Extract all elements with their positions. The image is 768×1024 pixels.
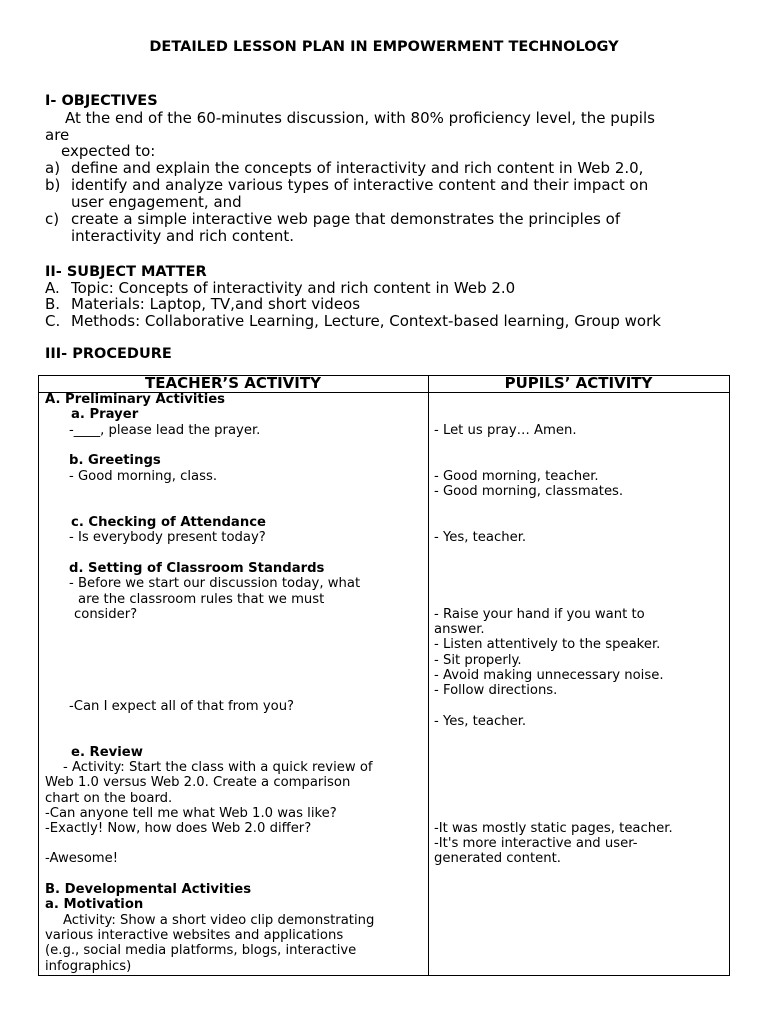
objective-c-cont: interactivity and rich content. — [71, 227, 295, 245]
objective-b-marker: b) — [45, 176, 61, 194]
pupil-expectation-answer: - Yes, teacher. — [434, 714, 527, 729]
pupil-rule-listen: - Listen attentively to the speaker. — [434, 637, 661, 652]
teacher-prayer: -____, please lead the prayer. — [69, 423, 261, 438]
objective-a-marker: a) — [45, 159, 61, 177]
pupil-rule-sit: - Sit properly. — [434, 653, 522, 668]
review-question-web1: -Can anyone tell me what Web 1.0 was like? — [45, 806, 337, 821]
review-heading: e. Review — [71, 745, 143, 760]
greetings-heading: b. Greetings — [69, 453, 161, 468]
objective-b-cont: user engagement, and — [71, 193, 242, 211]
pupil-web2-answer: -It's more interactive and user- — [434, 836, 638, 851]
table-left-border — [38, 375, 39, 976]
preliminary-activities-heading: A. Preliminary Activities — [45, 392, 226, 407]
objectives-intro: At the end of the 60-minutes discussion, with 80% proficiency level, the pupils — [65, 109, 655, 127]
pupil-web2-answer-cont: generated content. — [434, 851, 561, 866]
subject-materials: Materials: Laptop, TV,and short videos — [71, 295, 361, 313]
subject-matter-heading: II- SUBJECT MATTER — [45, 264, 207, 280]
teacher-greeting: - Good morning, class. — [69, 469, 218, 484]
motivation-activity-cont3: infographics) — [45, 959, 132, 974]
procedure-heading: III- PROCEDURE — [45, 346, 172, 362]
subject-b-marker: B. — [45, 295, 61, 313]
pupil-prayer: - Let us pray… Amen. — [434, 423, 577, 438]
prayer-heading: a. Prayer — [71, 407, 139, 422]
pupil-web1-answer: -It was mostly static pages, teacher. — [434, 821, 673, 836]
developmental-activities-heading: B. Developmental Activities — [45, 882, 252, 897]
review-question-web2: -Exactly! Now, how does Web 2.0 differ? — [45, 821, 312, 836]
attendance-heading: c. Checking of Attendance — [71, 515, 266, 530]
motivation-heading: a. Motivation — [45, 897, 144, 912]
objective-b: identify and analyze various types of interactive content and their impact on — [71, 176, 649, 194]
table-right-border — [729, 375, 730, 976]
pupils-activity-header: PUPILS’ ACTIVITY — [504, 374, 653, 392]
table-bottom-border — [38, 975, 730, 976]
objective-c: create a simple interactive web page that demonstrates the principles of — [71, 210, 621, 228]
objectives-intro-cont: are — [45, 126, 70, 144]
teacher-activity-header: TEACHER’S ACTIVITY — [145, 374, 321, 392]
subject-topic: Topic: Concepts of interactivity and rich content in Web 2.0 — [71, 279, 516, 297]
objectives-intro-cont2: expected to: — [61, 142, 156, 160]
review-activity-cont2: chart on the board. — [45, 791, 173, 806]
teacher-standards-question-cont2: consider? — [74, 607, 138, 622]
motivation-activity-cont2: (e.g., social media platforms, blogs, interactive — [45, 943, 357, 958]
pupil-greeting-teacher: - Good morning, teacher. — [434, 469, 599, 484]
pupil-rule-raise-hand-cont: answer. — [434, 622, 485, 637]
teacher-awesome: -Awesome! — [45, 851, 119, 866]
subject-a-marker: A. — [45, 279, 60, 297]
teacher-expectation: -Can I expect all of that from you? — [69, 699, 295, 714]
objective-a: define and explain the concepts of interactivity and rich content in Web 2.0, — [71, 159, 644, 177]
subject-methods: Methods: Collaborative Learning, Lecture, Context-based learning, Group work — [71, 312, 661, 330]
table-column-divider — [428, 375, 429, 976]
teacher-standards-question: - Before we start our discussion today, what — [69, 576, 361, 591]
subject-c-marker: C. — [45, 312, 61, 330]
pupil-rule-directions: - Follow directions. — [434, 683, 558, 698]
motivation-activity-cont: various interactive websites and applications — [45, 928, 344, 943]
pupil-rule-noise: - Avoid making unnecessary noise. — [434, 668, 664, 683]
pupil-rule-raise-hand: - Raise your hand if you want to — [434, 607, 645, 622]
review-activity: - Activity: Start the class with a quick review of — [63, 760, 373, 775]
classroom-standards-heading: d. Setting of Classroom Standards — [69, 561, 325, 576]
pupil-attendance: - Yes, teacher. — [434, 530, 527, 545]
objective-c-marker: c) — [45, 210, 60, 228]
review-activity-cont: Web 1.0 versus Web 2.0. Create a comparison — [45, 775, 351, 790]
document-title: DETAILED LESSON PLAN IN EMPOWERMENT TECHNOLOGY — [149, 39, 619, 55]
teacher-standards-question-cont: are the classroom rules that we must — [78, 592, 325, 607]
objectives-heading: I- OBJECTIVES — [45, 93, 158, 109]
motivation-activity: Activity: Show a short video clip demonstrating — [63, 913, 375, 928]
teacher-attendance: - Is everybody present today? — [69, 530, 266, 545]
pupil-greeting-classmates: - Good morning, classmates. — [434, 484, 624, 499]
